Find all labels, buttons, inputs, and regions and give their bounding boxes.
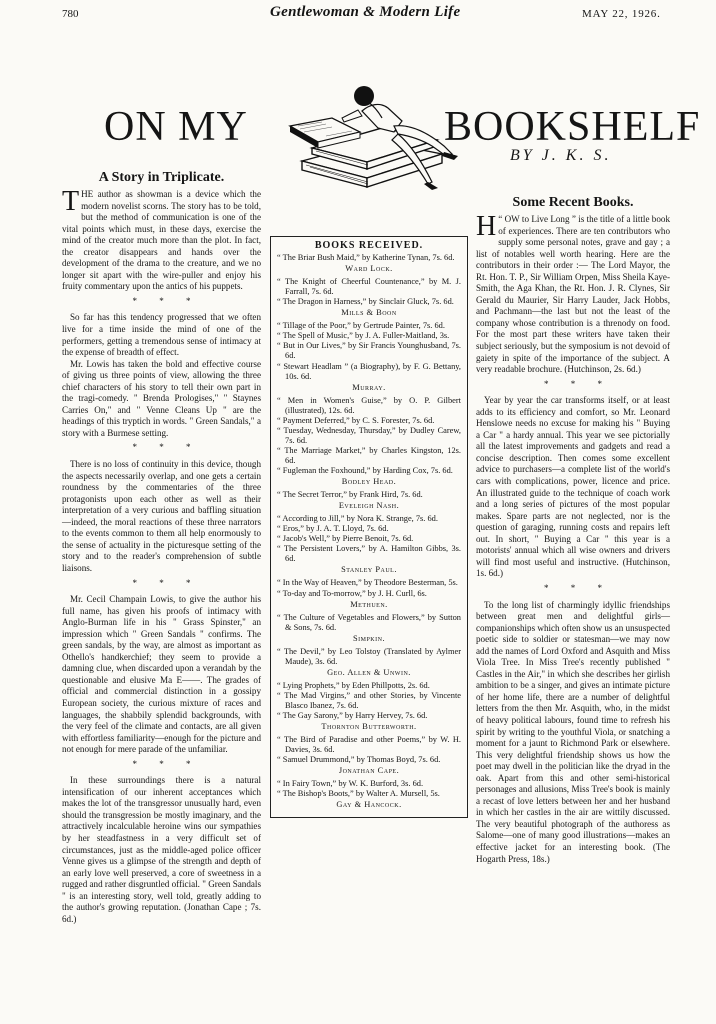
section-separator: * * * bbox=[132, 577, 201, 588]
book-entry: “ In Fairy Town,” by W. K. Burford, 3s. 6d. bbox=[277, 779, 424, 789]
book-entry: “ The Persistent Lovers,” by A. Hamilton Gibbs, 3s. 6d. bbox=[277, 544, 461, 564]
paragraph: Year by year the car transforms itself, or at least adds to its efficiency and comfort, so Mr. Leonard Henslowe needs no excuse for making his " Buying a Car " a hardy annual. This year we see pictorially all the latest improvements and gadgets and read a concise description. Then comes some excellent advice to purchasers—a complete list of the world's cars with complications, power, licence and price. An illustrated guide to the technique of coach work and a long series of pictures of the most popular makes. Spare parts are not neglected, nor is the question of garaging, running costs and repairs left out. In short, " Buying a Car " this year is a motorists' annual which all wise owners and drivers will find most useful and instructive. (Hutchinson, 1s. 6d.) bbox=[476, 395, 670, 579]
book-entry: “ To-day and To-morrow,” by J. H. Curll, 6s. bbox=[277, 588, 427, 598]
magazine-masthead: Gentlewoman & Modern Life bbox=[270, 4, 461, 20]
books-received-list bbox=[277, 253, 461, 810]
book-entry: “ Stewart Headlam ” (a Biography), by F. G. Bettany, 10s. 6d. bbox=[277, 361, 461, 381]
publisher-name: Methuen. bbox=[350, 599, 388, 609]
left-article-column bbox=[62, 170, 261, 925]
book-entry: “ Payment Deferred,” by C. S. Forester, 7s. 6d. bbox=[277, 415, 435, 425]
book-entry: “ The Spell of Music,” by J. A. Fuller-Maitland, 3s. bbox=[277, 331, 450, 341]
publisher-name: Mills & Boon bbox=[341, 308, 397, 318]
publisher-name: Murray. bbox=[352, 382, 386, 392]
paragraph: In these surroundings there is a natural intensification of our inherent acceptances which makes the lot of the transgressor unusually hard, even should the transgression be mostly imaginary, and the attractively incalculable heroine wins our sympathies by her steadfastness in a very difficult set of circumstances, just as the middle-aged police officer Venne gives us a glimpse of the strength and depth of an early love well preserved, a core of sweetness in a rugged and rather disgruntled official. " Green Sandals " is an interesting story, well told, greatly adding to the author's growing reputation. (Jonathan Cape ; 7s. 6d.) bbox=[62, 775, 261, 924]
byline: BY J. K. S. bbox=[510, 147, 612, 164]
publisher-name: Simpkin. bbox=[352, 633, 386, 643]
paragraph: There is no loss of continuity in this device, though the aspects necessarily overlap, and one gets a certain roundness by the commentaries of the three protagonists upon each other as well as their interpretation of a very curious and baffling situation—indeed, the moral reactions of these three narrators to the events common to them all help enormously to the sense of actuality in the picturesque setting of the story and to the reader's comprehension of subtle liaisons. bbox=[62, 459, 261, 573]
book-entry: “ Eros,” by J. A. T. Lloyd, 7s. 6d. bbox=[277, 524, 389, 534]
paragraph: H “ OW to Live Long ” is the title of a little book of experiences. There are ten contributors who supply some personal notes, grave and gay ; a list of notables well worth hearing. Here are the contributors in their order :— The Lord Mayor, the Rt. Hon. T. P., Sir William Orpen, Miss Sheila Kaye-Smith, the Aga Khan, the Rt. Hon. J. R. Clynes, Sir Gerald du Maurier, Sir Harry Lauder, Jack Hobbs, and Pachmann—the last but not the least of the company whose contribution is a threnody on food. For the most part these writers have taken their subject seriously, but the symposium is not devoid of gaiety in spite of the importance of the subject. A very readable brochure. (Hutchinson, 2s. 6d.) bbox=[476, 211, 670, 375]
book-entry: “ In the Way of Heaven,” by Theodore Besterman, 5s. bbox=[277, 578, 458, 588]
page-header bbox=[0, 0, 716, 30]
drop-cap: T bbox=[62, 186, 80, 217]
issue-date: MAY 22, 1926. bbox=[582, 8, 661, 20]
book-entry: “ The Briar Bush Maid,” by Katherine Tynan, 7s. 6d. bbox=[277, 253, 455, 263]
publisher-name: Bodley Head. bbox=[341, 477, 397, 487]
drop-cap: H bbox=[476, 211, 497, 242]
book-entry: “ But in Our Lives,” by Sir Francis Younghusband, 7s. 6d. bbox=[277, 341, 461, 361]
reading-woman-illustration bbox=[282, 66, 462, 196]
book-entry: “ According to Jill,” by Nora K. Strange, 7s. 6d. bbox=[277, 514, 438, 524]
right-article-column bbox=[476, 195, 670, 865]
publisher-name: Jonathan Cape. bbox=[338, 766, 400, 776]
book-entry: “ The Bird of Paradise and other Poems,” by W. H. Davies, 3s. 6d. bbox=[277, 735, 461, 755]
page-number: 780 bbox=[62, 8, 79, 20]
paragraph: THE author as showman is a device which the modern novelist scorns. The story has to be told, but the method of communication is one of the vital points which must, in these days, exercise the mind of the creator much more than the plot. In fact, the creator disappears and hands over the development of the drama to the creature, and we no longer sit apart with the wire-puller and enjoy his fruity commentary upon the antics of his puppets. bbox=[62, 186, 261, 292]
publisher-name: Ward Lock. bbox=[345, 264, 393, 274]
paragraph: So far has this tendency progressed that we often live for a time inside the mind of one of the performers, getting a tremendous sense of intimacy at the expense of breadth of effect. bbox=[62, 312, 261, 358]
section-separator: * * * bbox=[544, 378, 612, 389]
book-entry: “ Tuesday, Wednesday, Thursday,” by Dudley Carew, 7s. 6d. bbox=[277, 425, 461, 445]
book-entry: “ Lying Prophets,” by Eden Phillpotts, 2s. 6d. bbox=[277, 680, 430, 690]
book-entry: “ The Secret Terror,” by Frank Hird, 7s. 6d. bbox=[277, 490, 423, 500]
title-right: BOOKSHELF bbox=[444, 104, 701, 150]
section-separator: * * * bbox=[544, 582, 612, 593]
left-article-heading: A Story in Triplicate. bbox=[98, 170, 225, 185]
right-article-heading: Some Recent Books. bbox=[512, 195, 634, 210]
books-received-box bbox=[270, 236, 468, 818]
publisher-name: Geo. Allen & Unwin. bbox=[327, 667, 411, 677]
books-received-title: BOOKS RECEIVED. bbox=[314, 240, 424, 251]
publisher-name: Thornton Butterworth. bbox=[321, 722, 417, 732]
book-entry: “ The Devil,” by Leo Tolstoy (Translated by Aylmer Maude), 3s. 6d. bbox=[277, 646, 461, 666]
book-entry: “ The Culture of Vegetables and Flowers,” by Sutton & Sons, 7s. 6d. bbox=[277, 612, 461, 632]
publisher-name: Gay & Hancock. bbox=[336, 800, 402, 810]
book-entry: “ The Mad Virgins,” and other Stories, by Vincente Blasco Ibanez, 7s. 6d. bbox=[277, 690, 461, 710]
book-entry: “ The Knight of Cheerful Countenance,” by M. J. Farrall, 7s. 6d. bbox=[277, 277, 461, 297]
section-separator: * * * bbox=[132, 442, 201, 453]
book-entry: “ Men in Women's Guise,” by O. P. Gilbert (illustrated), 12s. 6d. bbox=[277, 395, 461, 415]
book-entry: “ Samuel Drummond,” by Thomas Boyd, 7s. 6d. bbox=[277, 755, 441, 765]
section-separator: * * * bbox=[132, 295, 201, 306]
book-entry: “ Jacob's Well,” by Pierre Benoit, 7s. 6d. bbox=[277, 534, 414, 544]
paragraph: Mr. Lowis has taken the bold and effective course of giving us three points of view, allowing the three chief characters of his story to tell their own part in the tragi-comedy. " Brenda Prologises," " Staynes Carries On," and " Venne Cleans Up " are the headings of this tryptich in words. " Green Sandals," a story with a Burmese setting. bbox=[62, 358, 261, 438]
book-entry: “ The Marriage Market,” by Charles Kingston, 12s. 6d. bbox=[277, 445, 461, 465]
publisher-name: Stanley Paul. bbox=[341, 565, 397, 575]
publisher-name: Eveleigh Nash. bbox=[338, 501, 400, 511]
paragraph: Mr. Cecil Champain Lowis, to give the author his full name, has given his proofs of intimacy with Anglo-Burman life in his " Grass Spinster," an impression which " Green Sandals " confirms. The green sandals, by the way, are almost as important as Othello's handkerchief; they seem to provide a damning clue, when discarded upon a verandah by the questionable and elusive Ma E——. The grades of official and commercial distinction in a gossipy European society, the curious mixture of races and languages, the shabbily splendid backgrounds, with the very feel of the climate and contacts, are all given with effortless familiarity—enough for the picture and not enough for mere parade of the unfamiliar. bbox=[62, 594, 261, 755]
book-entry: “ The Dragon in Harness,” by Sinclair Gluck, 7s. 6d. bbox=[277, 297, 454, 307]
paragraph: To the long list of charmingly idyllic friendships between great men and delightful girls—companionships which often show us an unsuspected poetic side to soldier or statesman—we may now add the names of Lord Oxford and Asquith and Miss Viola Tree. In Miss Tree's recently published " Castles in the Air," in which she describes her girlish ambition to be a singer, and gives an intimate picture of her home life, there are a number of delightful letters from the then Mr. Asquith, who, in the midst of heavy political labours, found time to refresh his spirit by writing to the youthful Viola, or snatching a moment for a jaunt to Richmond Park or elsewhere. This very delightful friendship shows us how the poet may dwell in the politician like the dryad in the oak. Apart from this and other semi-historical personages and allusions, Miss Tree's book is mainly a recast of love letters between her and her husband in which her castles in the air are wittily discussed. The very beautiful photograph of the authoress as Salome—one of many good illustrations—makes an effective jacket for an interesting book. (The Hogarth Press, 18s.) bbox=[476, 599, 670, 864]
book-entry: “ The Gay Sarony,” by Harry Hervey, 7s. 6d. bbox=[277, 711, 428, 721]
book-entry: “ The Bishop's Boots,” by Walter A. Mursell, 5s. bbox=[277, 789, 440, 799]
title-left: ON MY bbox=[104, 104, 248, 150]
book-entry: “ Tillage of the Poor,” by Gertrude Painter, 7s. 6d. bbox=[277, 321, 445, 331]
section-separator: * * * bbox=[132, 758, 201, 769]
book-entry: “ Fugleman the Foxhound,” by Harding Cox, 7s. 6d. bbox=[277, 465, 453, 475]
